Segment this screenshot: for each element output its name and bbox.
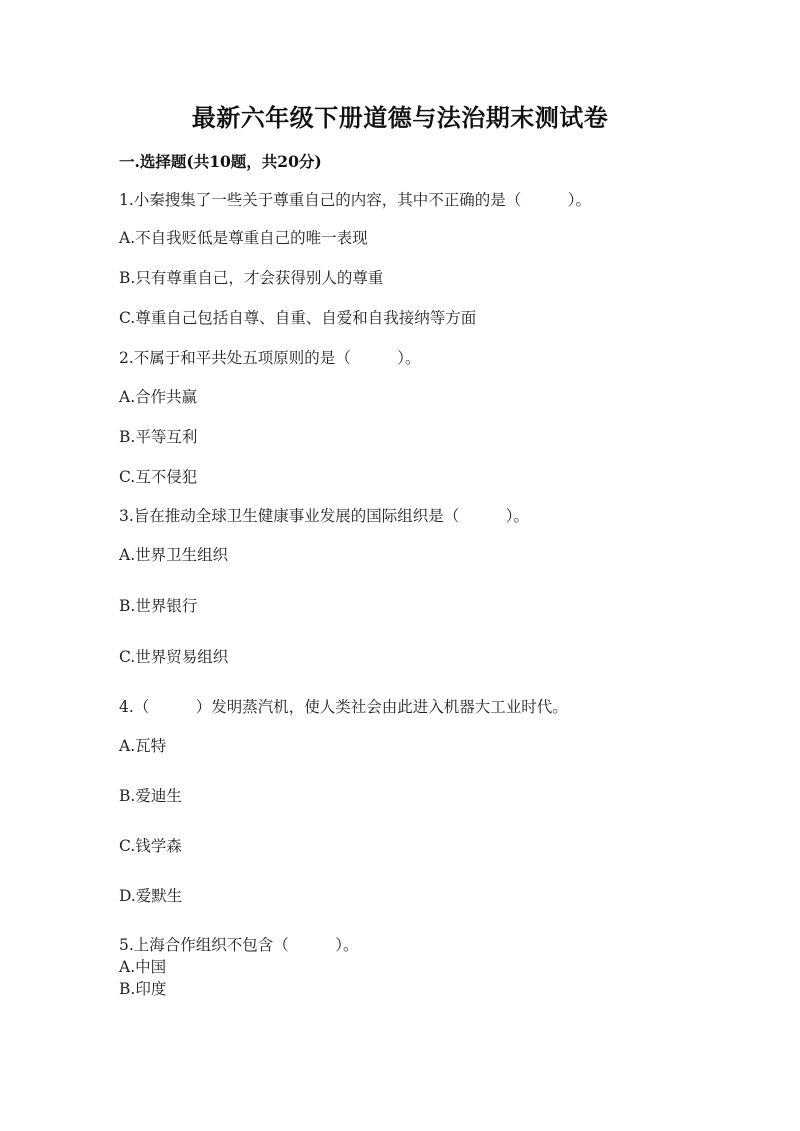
question-4-stem: 4.（ ）发明蒸汽机，使人类社会由此进入机器大工业时代。 xyxy=(119,698,568,716)
question-2-stem: 2.不属于和平共处五项原则的是（ ）。 xyxy=(119,349,421,367)
question-3-option-a: A.世界卫生组织 xyxy=(119,546,229,564)
question-5-stem: 5.上海合作组织不包含（ ）。 xyxy=(119,936,359,954)
question-5-option-a: A.中国 xyxy=(119,958,167,976)
question-1-option-b: B.只有尊重自己，才会获得别人的尊重 xyxy=(119,269,384,287)
question-5-option-b: B.印度 xyxy=(119,980,167,998)
question-1-option-a: A.不自我贬低是尊重自己的唯一表现 xyxy=(119,229,368,247)
question-4-option-b: B.爱迪生 xyxy=(119,787,182,805)
question-4-option-a: A.瓦特 xyxy=(119,737,167,755)
question-2-option-a: A.合作共赢 xyxy=(119,388,198,406)
section-heading: 一.选择题(共10题，共20分) xyxy=(119,152,322,171)
page-title: 最新六年级下册道德与法治期末测试卷 xyxy=(191,103,609,132)
question-3-stem: 3.旨在推动全球卫生健康事业发展的国际组织是（ ）。 xyxy=(119,507,530,525)
question-3-option-c: C.世界贸易组织 xyxy=(119,648,229,666)
question-4-option-d: D.爱默生 xyxy=(119,887,183,905)
question-1-option-c: C.尊重自己包括自尊、自重、自爱和自我接纳等方面 xyxy=(119,309,477,327)
question-2-option-b: B.平等互利 xyxy=(119,428,198,446)
question-3-option-b: B.世界银行 xyxy=(119,597,198,615)
question-4-option-c: C.钱学森 xyxy=(119,837,182,855)
question-2-option-c: C.互不侵犯 xyxy=(119,468,198,486)
question-1-stem: 1.小秦搜集了一些关于尊重自己的内容，其中不正确的是（ ）。 xyxy=(119,191,592,209)
